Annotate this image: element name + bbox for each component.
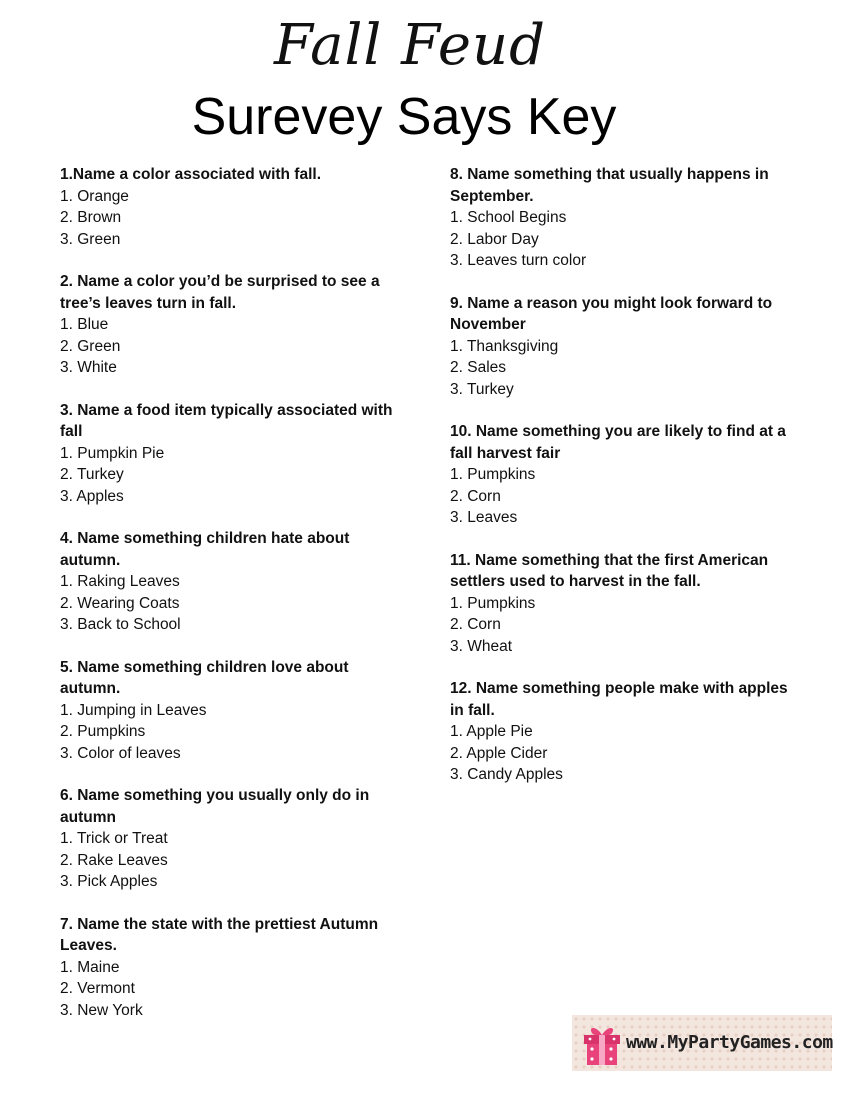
answer-item: 2. Pumpkins: [60, 723, 146, 740]
question-text: 4. Name something children hate about autumn.: [60, 530, 350, 569]
answer-item: 3. Wheat: [450, 637, 513, 655]
question-block: [60, 914, 405, 1022]
answer-item: 1. Jumping in Leaves: [60, 701, 207, 719]
question-block: [60, 164, 405, 250]
answer-item: 2. Wearing Coats: [60, 594, 180, 612]
answer-item: 3. New York: [60, 1001, 143, 1019]
gift-box-icon: [580, 1021, 624, 1067]
answer-item: 1. Trick or Treat: [60, 830, 168, 847]
answer-item: 1. Apple Pie: [450, 723, 533, 740]
right-question-column: [450, 164, 795, 807]
answer-item: 1. Raking Leaves: [60, 573, 180, 590]
question-block: [450, 164, 795, 272]
question-text: 5. Name something children love about autumn.: [60, 658, 349, 697]
answer-item: 1. School Begins: [450, 209, 567, 226]
answer-item: 2. Corn: [450, 616, 501, 633]
answer-item: 2. Corn: [450, 487, 501, 505]
question-text: 6. Name something you usually only do in autumn: [60, 787, 370, 826]
answer-item: 3. Apples: [60, 487, 124, 505]
answer-item: 1. Blue: [60, 316, 109, 333]
question-text: 8. Name something that usually happens in September.: [450, 166, 769, 205]
answer-item: 2. Apple Cider: [450, 744, 548, 762]
answer-item: 2. Sales: [450, 359, 507, 376]
question-text: 1.Name a color associated with fall.: [60, 166, 322, 183]
answer-item: 1. Thanksgiving: [450, 337, 559, 355]
answer-item: 1. Pumpkins: [450, 594, 536, 612]
answer-item: 3. Pick Apples: [60, 873, 158, 890]
answer-item: 2. Turkey: [60, 466, 124, 483]
answer-item: 2. Vermont: [60, 980, 135, 997]
left-question-column: [60, 164, 405, 1042]
answer-item: 3. Leaves turn color: [450, 252, 587, 269]
question-block: [450, 678, 795, 786]
question-text: 9. Name a reason you might look forward to November: [450, 294, 773, 333]
question-block: [450, 421, 795, 529]
page-title: Surevey Says Key: [191, 88, 617, 146]
answer-item: 2. Brown: [60, 209, 122, 226]
answer-item: 1. Pumpkins: [450, 466, 536, 483]
script-title: Fall Feud: [274, 13, 546, 78]
logo-text: www.MyPartyGames.com: [626, 1032, 833, 1053]
answer-item: 1. Orange: [60, 187, 129, 205]
answer-item: 3. Back to School: [60, 616, 181, 633]
answer-item: 3. Turkey: [450, 380, 514, 398]
answer-item: 1. Maine: [60, 958, 120, 976]
answer-item: 3. White: [60, 359, 117, 376]
question-block: [60, 271, 405, 379]
answer-item: 3. Color of leaves: [60, 744, 181, 762]
question-text: 12. Name something people make with apples in fall.: [450, 680, 788, 719]
question-text: 3. Name a food item typically associated with fall: [60, 401, 393, 440]
question-text: 7. Name the state with the prettiest Autumn Leaves.: [60, 915, 379, 954]
question-block: [60, 785, 405, 893]
answer-item: 1. Pumpkin Pie: [60, 444, 165, 462]
question-text: 2. Name a color you’d be surprised to see a tree’s leaves turn in fall.: [60, 273, 380, 312]
answer-item: 2. Green: [60, 337, 121, 355]
question-block: [60, 657, 405, 765]
answer-item: 2. Rake Leaves: [60, 851, 168, 869]
site-logo[interactable]: [572, 1015, 832, 1071]
answer-item: 3. Candy Apples: [450, 766, 563, 783]
question-text: 11. Name something that the first American settlers used to harvest in the fall.: [450, 551, 769, 590]
question-block: [60, 400, 405, 508]
question-text: 10. Name something you are likely to find at a fall harvest fair: [450, 423, 786, 462]
question-block: [60, 528, 405, 636]
answer-item: 3. Leaves: [450, 509, 518, 526]
answer-item: 3. Green: [60, 230, 121, 248]
question-block: [450, 293, 795, 401]
answer-item: 2. Labor Day: [450, 230, 539, 248]
question-block: [450, 550, 795, 658]
